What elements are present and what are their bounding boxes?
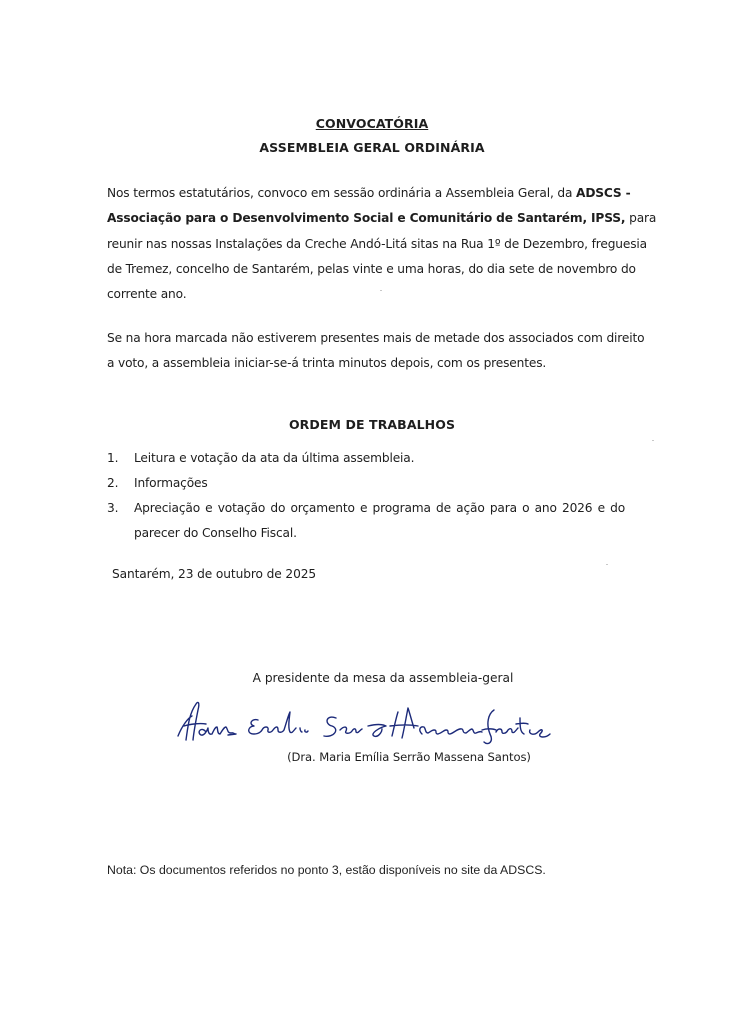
text-run: Se na hora marcada não estiverem presentes mais de metade dos associados com direito xyxy=(107,331,645,345)
text-run: corrente ano. xyxy=(107,287,187,302)
agenda-item-text: parecer do Conselho Fiscal. xyxy=(134,526,297,540)
paragraph-line xyxy=(107,257,636,282)
signature-stroke xyxy=(199,727,236,735)
paragraph-convocation xyxy=(107,181,657,307)
text-run: a voto, a assembleia iniciar-se-á trinta minutos depois, com os presentes. xyxy=(107,356,547,371)
scan-speck xyxy=(652,440,654,441)
agenda-item xyxy=(107,471,625,496)
text-run: de Tremez, concelho de Santarém, pelas vinte e uma horas, do dia sete de novembro do xyxy=(107,261,636,276)
signatory-name: (Dra. Maria Emília Serrão Massena Santos) xyxy=(287,750,531,764)
agenda-list xyxy=(107,446,625,546)
agenda-title: ORDEM DE TRABALHOS xyxy=(288,417,456,432)
text-run-bold: ADSCS - xyxy=(576,186,631,200)
paragraph-line xyxy=(107,181,631,206)
agenda-item xyxy=(107,446,625,471)
agenda-item-text: Leitura e votação da ata da última assembleia. xyxy=(134,451,415,465)
paragraph-line xyxy=(107,351,625,376)
footnote: Nota: Os documentos referidos no ponto 3, estão disponíveis no site da ADSCS. xyxy=(107,863,546,877)
agenda-item-continuation xyxy=(107,521,625,546)
signature-strokes xyxy=(178,702,550,743)
signature-stroke xyxy=(390,708,482,738)
paragraph-line xyxy=(107,326,645,351)
signature-stroke xyxy=(178,702,206,740)
signatory-role: A presidente da mesa da assembleia-geral xyxy=(252,671,514,685)
document-subtitle: ASSEMBLEIA GERAL ORDINÁRIA xyxy=(259,140,485,155)
place-date: Santarém, 23 de outubro de 2025 xyxy=(112,567,317,581)
paragraph-line xyxy=(107,206,657,231)
signature-stroke xyxy=(324,717,386,736)
agenda-item-text: Informações xyxy=(134,476,208,490)
agenda-item-number: 3. xyxy=(107,501,119,515)
text-run: reunir nas nossas Instalações da Creche Andó-Litá sitas na Rua 1º de Dezembro, freguesia xyxy=(107,236,647,251)
text-run: para xyxy=(625,211,657,226)
agenda-item xyxy=(107,496,625,521)
agenda-item-text: Apreciação e votação do orçamento e programa de ação para o ano 2026 e do xyxy=(134,501,625,515)
signature-stroke xyxy=(482,710,550,744)
paragraph-quorum xyxy=(107,326,645,377)
agenda-item-number: 1. xyxy=(107,451,119,465)
paragraph-line xyxy=(107,232,647,257)
text-run-bold: Associação para o Desenvolvimento Social e Comunitário de Santarém, IPSS, xyxy=(107,211,626,226)
signature-stroke xyxy=(249,712,308,734)
scan-speck xyxy=(380,290,382,291)
handwritten-signature xyxy=(176,696,556,756)
text-run: Nos termos estatutários, convoco em sessão ordinária a Assembleia Geral, da xyxy=(107,186,577,200)
agenda-item-number: 2. xyxy=(107,476,119,490)
document-title: CONVOCATÓRIA xyxy=(315,116,429,131)
paragraph-line xyxy=(107,282,625,307)
scan-speck xyxy=(606,564,608,565)
